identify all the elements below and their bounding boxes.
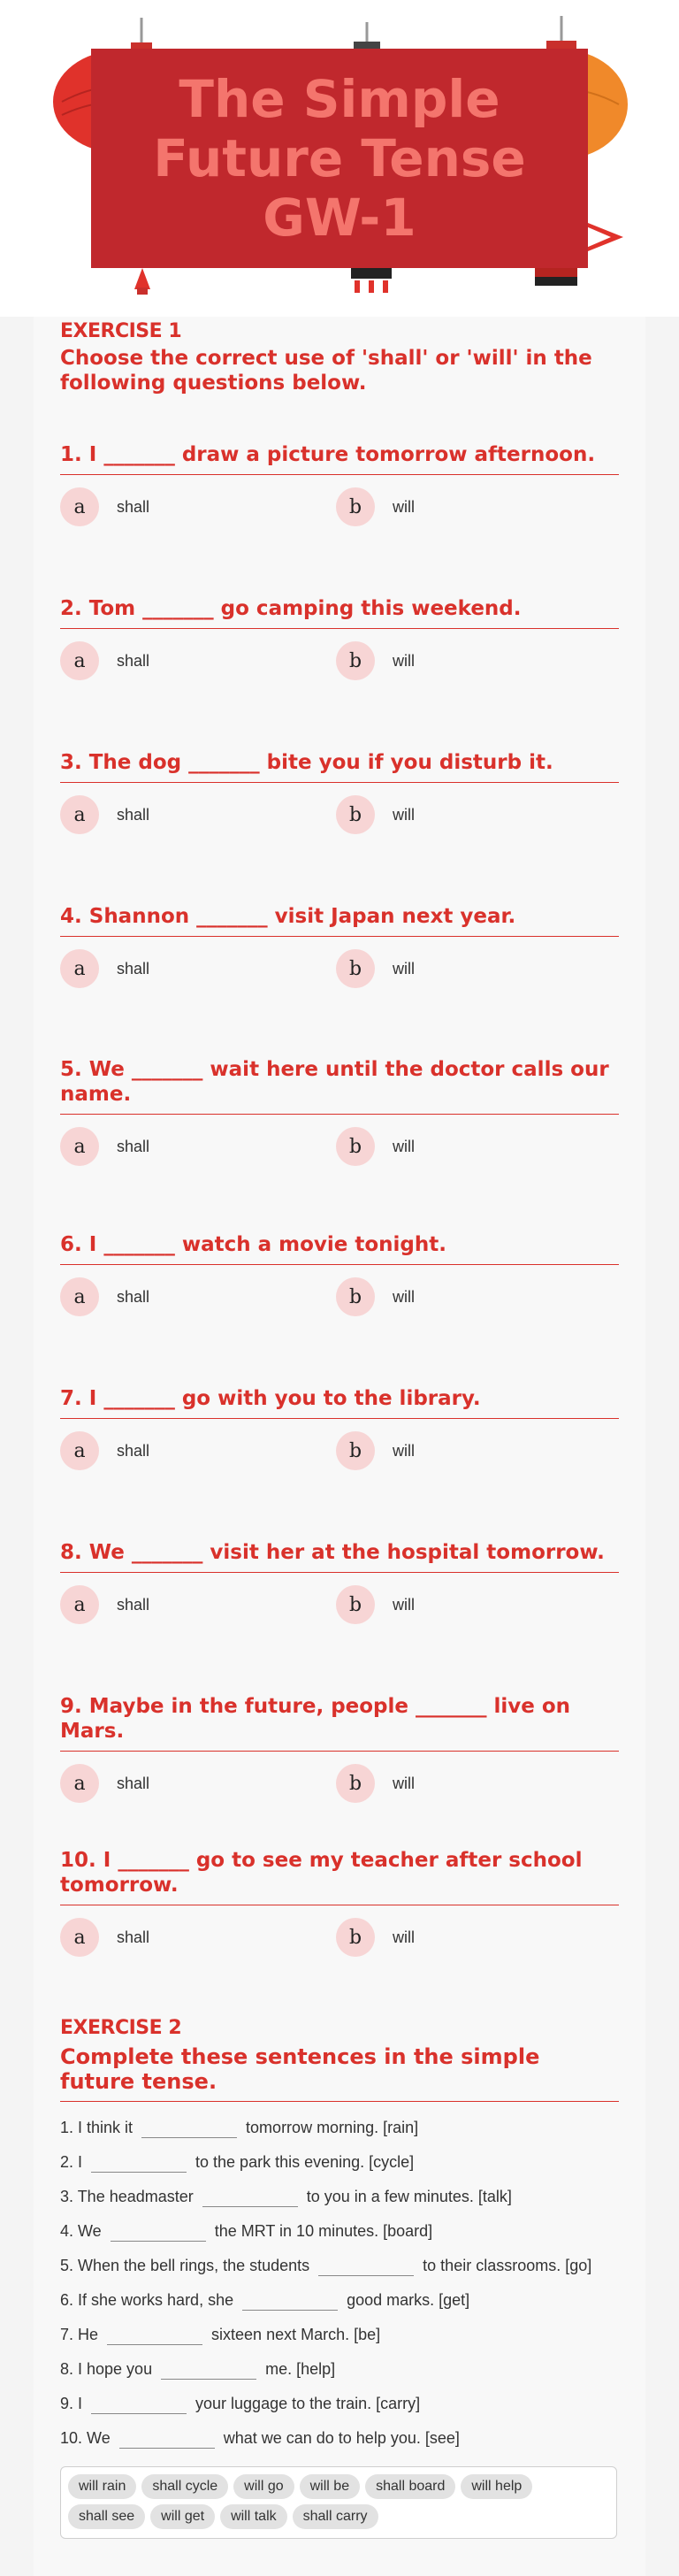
tassel-icon [349,268,393,295]
question-text: 6. I _______ watch a movie tonight. [60,1232,619,1265]
option-letter-a: a [60,1585,99,1624]
sentence-row [60,2111,619,2145]
question-item [60,596,619,680]
option-letter-a: a [60,795,99,834]
word-chip[interactable]: will help [461,2474,532,2499]
question-text: 9. Maybe in the future, people _______ live on Mars. [60,1694,619,1752]
sentence-start: 2. I [60,2153,83,2171]
option-b-button[interactable] [336,1585,612,1624]
option-letter-a: a [60,1277,99,1316]
tassel-icon [535,268,577,288]
answer-options [60,487,619,526]
question-item [60,1694,619,1803]
word-chip[interactable]: will be [300,2474,360,2499]
option-a-button[interactable] [60,1127,336,1166]
option-a-label: shall [117,1595,150,1614]
option-a-label: shall [117,805,150,824]
answer-blank-input[interactable] [202,2189,298,2207]
answer-blank-input[interactable] [107,2327,202,2345]
option-letter-b: b [336,487,375,526]
word-chip[interactable]: will go [233,2474,294,2499]
sentence-row [60,2283,619,2318]
option-a-button[interactable] [60,641,336,680]
sentence-end: tomorrow morning. [rain] [246,2119,419,2136]
option-b-label: will [393,1928,415,1946]
option-b-button[interactable] [336,1431,612,1470]
option-letter-b: b [336,1585,375,1624]
option-letter-b: b [336,1277,375,1316]
title-box [91,49,588,268]
question-item [60,1057,619,1166]
question-text: 4. Shannon _______ visit Japan next year. [60,904,619,937]
sentence-end: to you in a few minutes. [talk] [306,2188,512,2205]
answer-blank-input[interactable] [318,2258,414,2276]
option-a-label: shall [117,1137,150,1155]
option-b-button[interactable] [336,487,612,526]
sentence-start: 10. We [60,2429,111,2447]
option-a-label: shall [117,651,150,670]
question-text: 2. Tom _______ go camping this weekend. [60,596,619,629]
answer-options [60,1431,619,1470]
answer-blank-input[interactable] [91,2154,187,2173]
sentence-list [60,2111,619,2456]
option-b-button[interactable] [336,1918,612,1957]
option-b-button[interactable] [336,641,612,680]
sentence-end: the MRT in 10 minutes. [board] [214,2222,433,2240]
answer-options [60,1127,619,1166]
option-b-button[interactable] [336,1764,612,1803]
word-chip[interactable]: shall cycle [141,2474,228,2499]
sentence-end: sixteen next March. [be] [211,2326,381,2343]
option-b-button[interactable] [336,1127,612,1166]
word-chip[interactable]: will rain [68,2474,136,2499]
sentence-row [60,2318,619,2352]
question-item [60,904,619,988]
option-b-label: will [393,959,415,978]
exercise-2-instruction: Complete these sentences in the simple future tense. [60,2044,619,2102]
sentence-start: 7. He [60,2326,99,2343]
option-a-label: shall [117,959,150,978]
exercise-2-label: EXERCISE 2 [60,2017,182,2039]
option-b-button[interactable] [336,795,612,834]
sentence-row [60,2387,619,2421]
sentence-start: 3. The headmaster [60,2188,194,2205]
question-item [60,442,619,526]
answer-blank-input[interactable] [119,2430,215,2449]
answer-blank-input[interactable] [141,2120,237,2138]
sentence-end: me. [help] [265,2360,336,2378]
page-title: The Simple Future Tense GW-1 [153,68,526,248]
option-b-label: will [393,1595,415,1614]
option-letter-b: b [336,795,375,834]
option-b-label: will [393,1774,415,1792]
option-letter-b: b [336,1431,375,1470]
question-item [60,1848,619,1957]
answer-options [60,1764,619,1803]
word-chip[interactable]: shall see [68,2504,145,2529]
option-a-button[interactable] [60,1431,336,1470]
word-chip[interactable]: shall carry [293,2504,378,2529]
option-letter-a: a [60,949,99,988]
sentence-start: 1. I think it [60,2119,134,2136]
option-b-label: will [393,497,415,516]
answer-blank-input[interactable] [111,2223,206,2242]
option-a-label: shall [117,1774,150,1792]
sentence-end: good marks. [get] [347,2291,470,2309]
sentence-end: what we can do to help you. [see] [223,2429,460,2447]
option-a-button[interactable] [60,1585,336,1624]
option-a-button[interactable] [60,1277,336,1316]
option-a-button[interactable] [60,1764,336,1803]
answer-options [60,641,619,680]
answer-options [60,949,619,988]
sentence-start: 6. If she works hard, she [60,2291,234,2309]
question-item [60,750,619,834]
option-b-button[interactable] [336,1277,612,1316]
option-a-label: shall [117,1928,150,1946]
exercise-1-section [60,320,619,1949]
answer-options [60,1918,619,1957]
option-letter-a: a [60,487,99,526]
option-b-label: will [393,1287,415,1306]
sentence-row [60,2249,619,2283]
word-chip[interactable]: will talk [220,2504,287,2529]
answer-options [60,1585,619,1624]
question-item [60,1386,619,1470]
sentence-start: 9. I [60,2395,83,2412]
answer-blank-input[interactable] [161,2361,256,2380]
answer-blank-input[interactable] [242,2292,338,2311]
option-letter-a: a [60,641,99,680]
exercise-1-instruction: Choose the correct use of 'shall' or 'will' in the following questions below. [60,347,592,395]
option-b-button[interactable] [336,949,612,988]
option-b-label: will [393,651,415,670]
exercise-2-section [60,2017,619,2539]
option-letter-a: a [60,1127,99,1166]
option-letter-b: b [336,1918,375,1957]
question-text: 5. We _______ wait here until the doctor calls our name. [60,1057,619,1115]
sentence-row [60,2214,619,2249]
option-a-label: shall [117,1441,150,1460]
option-letter-a: a [60,1764,99,1803]
sentence-end: to the park this evening. [cycle] [195,2153,415,2171]
sentence-end: to their classrooms. [go] [423,2257,592,2274]
sentence-end: your luggage to the train. [carry] [195,2395,421,2412]
header-banner [0,0,679,317]
word-bank [60,2466,617,2539]
sentence-start: 4. We [60,2222,102,2240]
option-letter-a: a [60,1918,99,1957]
sentence-row [60,2352,619,2387]
sentence-row [60,2145,619,2180]
question-text: 8. We _______ visit her at the hospital tomorrow. [60,1540,619,1573]
question-item [60,1232,619,1316]
answer-options [60,795,619,834]
option-a-label: shall [117,497,150,516]
option-a-button[interactable] [60,1918,336,1957]
word-chip[interactable]: will get [150,2504,215,2529]
option-b-label: will [393,1441,415,1460]
word-chip[interactable]: shall board [365,2474,455,2499]
option-a-label: shall [117,1287,150,1306]
sentence-row [60,2180,619,2214]
option-b-label: will [393,1137,415,1155]
option-b-label: will [393,805,415,824]
question-text: 7. I _______ go with you to the library. [60,1386,619,1419]
option-a-button[interactable] [60,795,336,834]
option-letter-b: b [336,1764,375,1803]
question-text: 3. The dog _______ bite you if you disturb it. [60,750,619,783]
exercise-1-label: EXERCISE 1 [60,320,182,342]
option-a-button[interactable] [60,949,336,988]
question-text: 10. I _______ go to see my teacher after school tomorrow. [60,1848,619,1905]
sentence-start: 8. I hope you [60,2360,153,2378]
question-text: 1. I _______ draw a picture tomorrow afternoon. [60,442,619,475]
answer-blank-input[interactable] [91,2396,187,2414]
sentence-row [60,2421,619,2456]
option-letter-b: b [336,641,375,680]
question-item [60,1540,619,1624]
tassel-icon [134,268,150,295]
option-a-button[interactable] [60,487,336,526]
option-letter-a: a [60,1431,99,1470]
option-letter-b: b [336,949,375,988]
answer-options [60,1277,619,1316]
option-letter-b: b [336,1127,375,1166]
sentence-start: 5. When the bell rings, the students [60,2257,310,2274]
